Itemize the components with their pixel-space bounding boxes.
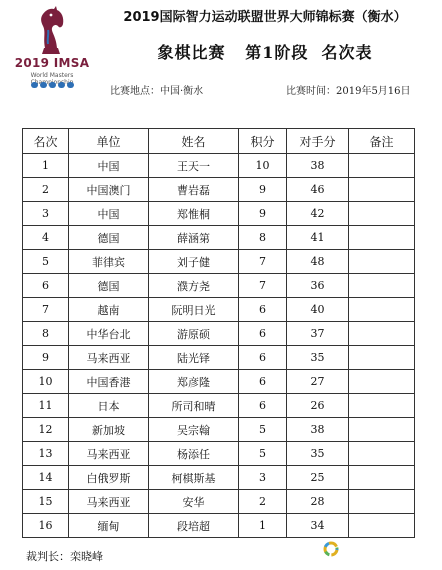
badge-icon: [31, 82, 38, 88]
cell-rank: 10: [23, 370, 69, 394]
cell-opponent-score: 28: [287, 490, 349, 514]
cell-unit: 德国: [69, 226, 149, 250]
cell-rank: 16: [23, 514, 69, 538]
cell-rank: 4: [23, 226, 69, 250]
cell-points: 6: [239, 322, 287, 346]
table-row: [23, 442, 415, 466]
table-row: [23, 298, 415, 322]
cell-points: 9: [239, 202, 287, 226]
cell-unit: 中国: [69, 154, 149, 178]
cell-name: 刘子健: [149, 250, 239, 274]
cell-rank: 9: [23, 346, 69, 370]
cell-opponent-score: 34: [287, 514, 349, 538]
cell-rank: 2: [23, 178, 69, 202]
column-header-opponent-score: 对手分: [287, 129, 349, 154]
logo-badges: [26, 82, 78, 90]
table-row: [23, 322, 415, 346]
cell-opponent-score: 41: [287, 226, 349, 250]
cell-unit: 马来西亚: [69, 442, 149, 466]
cell-unit: 白俄罗斯: [69, 466, 149, 490]
ranking-table: [22, 128, 415, 538]
column-header-unit: 单位: [69, 129, 149, 154]
cell-unit: 新加坡: [69, 418, 149, 442]
document-title: 象棋比赛 第1阶段 名次表: [157, 43, 373, 62]
column-header-points: 积分: [239, 129, 287, 154]
cell-unit: 菲律宾: [69, 250, 149, 274]
cell-note: [349, 442, 415, 466]
cell-points: 6: [239, 370, 287, 394]
cell-name: 郑惟桐: [149, 202, 239, 226]
cell-points: 6: [239, 298, 287, 322]
table-row: [23, 466, 415, 490]
cell-name: 吴宗翰: [149, 418, 239, 442]
cell-points: 10: [239, 154, 287, 178]
cell-note: [349, 154, 415, 178]
table-header-row: [23, 129, 415, 154]
cell-opponent-score: 48: [287, 250, 349, 274]
cell-note: [349, 346, 415, 370]
cell-note: [349, 514, 415, 538]
cell-rank: 3: [23, 202, 69, 226]
cell-name: 段培超: [149, 514, 239, 538]
table-row: [23, 370, 415, 394]
cell-unit: 马来西亚: [69, 490, 149, 514]
badge-icon: [49, 82, 56, 88]
cell-opponent-score: 37: [287, 322, 349, 346]
cell-name: 安华: [149, 490, 239, 514]
column-header-note: 备注: [349, 129, 415, 154]
cell-points: 7: [239, 274, 287, 298]
cell-rank: 7: [23, 298, 69, 322]
cell-opponent-score: 42: [287, 202, 349, 226]
cell-rank: 5: [23, 250, 69, 274]
table-row: [23, 346, 415, 370]
cell-rank: 14: [23, 466, 69, 490]
cell-opponent-score: 46: [287, 178, 349, 202]
cell-rank: 15: [23, 490, 69, 514]
cell-opponent-score: 27: [287, 370, 349, 394]
cell-opponent-score: 40: [287, 298, 349, 322]
cell-name: 曹岩磊: [149, 178, 239, 202]
cell-name: 阮明日光: [149, 298, 239, 322]
table-row: [23, 394, 415, 418]
cell-note: [349, 370, 415, 394]
cell-note: [349, 178, 415, 202]
column-header-rank: 名次: [23, 129, 69, 154]
cell-unit: 中华台北: [69, 322, 149, 346]
logo-subtitle: World Masters: [30, 72, 74, 79]
column-header-name: 姓名: [149, 129, 239, 154]
cell-points: 2: [239, 490, 287, 514]
cell-points: 5: [239, 418, 287, 442]
cell-points: 7: [239, 250, 287, 274]
cell-opponent-score: 35: [287, 346, 349, 370]
cell-unit: 中国澳门: [69, 178, 149, 202]
cell-note: [349, 274, 415, 298]
cell-name: 柯棋斯基: [149, 466, 239, 490]
table-row: [23, 490, 415, 514]
logo-year-text: 2019 IMSA: [14, 56, 90, 70]
cell-note: [349, 298, 415, 322]
cell-rank: 12: [23, 418, 69, 442]
badge-icon: [67, 82, 74, 88]
ring-logo-icon: [322, 540, 340, 558]
chief-referee: 裁判长：栾晓峰: [26, 550, 103, 563]
table-row: [23, 514, 415, 538]
cell-opponent-score: 35: [287, 442, 349, 466]
cell-rank: 6: [23, 274, 69, 298]
cell-points: 8: [239, 226, 287, 250]
cell-opponent-score: 25: [287, 466, 349, 490]
cell-note: [349, 250, 415, 274]
knight-logo-icon: [34, 4, 68, 56]
cell-unit: 中国香港: [69, 370, 149, 394]
cell-name: 游原硕: [149, 322, 239, 346]
cell-points: 1: [239, 514, 287, 538]
cell-note: [349, 490, 415, 514]
cell-opponent-score: 38: [287, 154, 349, 178]
event-location: 比赛地点：中国·衡水: [110, 86, 204, 97]
table-row: [23, 202, 415, 226]
table-row: [23, 154, 415, 178]
table-row: [23, 418, 415, 442]
cell-rank: 13: [23, 442, 69, 466]
cell-points: 3: [239, 466, 287, 490]
cell-unit: 越南: [69, 298, 149, 322]
cell-unit: 德国: [69, 274, 149, 298]
table-row: [23, 274, 415, 298]
cell-note: [349, 202, 415, 226]
event-date: 比赛时间：2019年5月16日: [286, 86, 411, 97]
table-row: [23, 178, 415, 202]
cell-opponent-score: 38: [287, 418, 349, 442]
badge-icon: [58, 82, 65, 88]
cell-note: [349, 226, 415, 250]
badge-icon: [40, 82, 47, 88]
imsa-logo: [12, 4, 92, 96]
cell-note: [349, 466, 415, 490]
cell-rank: 8: [23, 322, 69, 346]
cell-name: 杨添任: [149, 442, 239, 466]
cell-points: 5: [239, 442, 287, 466]
cell-unit: 日本: [69, 394, 149, 418]
cell-unit: 缅甸: [69, 514, 149, 538]
cell-opponent-score: 36: [287, 274, 349, 298]
cell-points: 9: [239, 178, 287, 202]
cell-note: [349, 322, 415, 346]
cell-opponent-score: 26: [287, 394, 349, 418]
cell-note: [349, 418, 415, 442]
cell-unit: 马来西亚: [69, 346, 149, 370]
event-title: 2019国际智力运动联盟世界大师锦标赛（衡水）: [123, 10, 407, 25]
cell-name: 薛涵第: [149, 226, 239, 250]
cell-name: 所司和晴: [149, 394, 239, 418]
cell-name: 濮方尧: [149, 274, 239, 298]
table-row: [23, 250, 415, 274]
table-row: [23, 226, 415, 250]
cell-points: 6: [239, 394, 287, 418]
cell-name: 王天一: [149, 154, 239, 178]
cell-unit: 中国: [69, 202, 149, 226]
cell-rank: 1: [23, 154, 69, 178]
cell-points: 6: [239, 346, 287, 370]
cell-name: 郑彦隆: [149, 370, 239, 394]
cell-name: 陆光铎: [149, 346, 239, 370]
cell-note: [349, 394, 415, 418]
cell-rank: 11: [23, 394, 69, 418]
